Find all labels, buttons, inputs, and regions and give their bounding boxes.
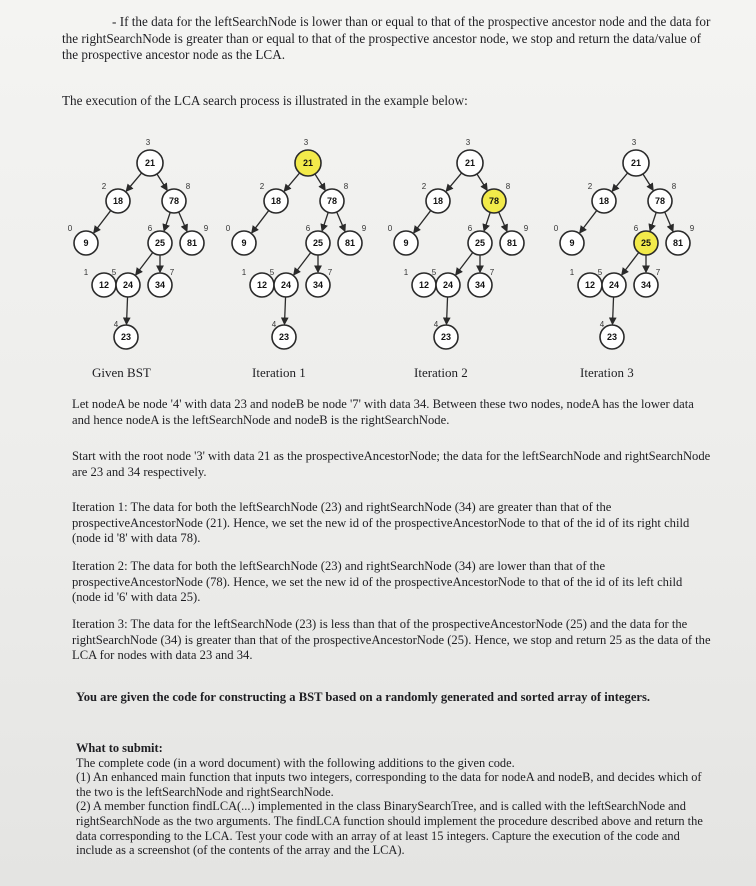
svg-text:25: 25 (640, 238, 652, 249)
tree-edge (650, 212, 656, 230)
svg-text:9: 9 (569, 238, 575, 249)
bst-iterations-figure (67, 125, 700, 380)
svg-text:34: 34 (312, 280, 324, 291)
start-paragraph: Start with the root node '3' with data 21 as the prospectiveAncestorNode; the data for the leftSearchNode and rightSearchNode are 23 and 34 respectively. (72, 449, 711, 479)
submit-item-1: (1) An enhanced main function that inputs two integers, corresponding to the data for nodeA and nodeB, and decides which of the two is the leftSearchNode and rightSearchNode. (76, 770, 702, 799)
svg-text:81: 81 (506, 238, 518, 249)
iteration-2-paragraph: Iteration 2: The data for both the leftSearchNode (23) and rightSearchNode (34) are lower than that of the prospectiveAncestorNode (78). Hence, we set the new id of the prospectiveAncestorNode to that of the id of its left child (node id '6' with data 25). (72, 559, 683, 604)
tree-edge (126, 297, 127, 324)
tree-edge (284, 297, 285, 324)
tree-node-9 (74, 231, 98, 255)
svg-text:21: 21 (302, 158, 314, 169)
svg-text:81: 81 (186, 238, 198, 249)
tree-edge (252, 211, 269, 233)
tree-node-81 (666, 231, 690, 255)
tree-edge (322, 212, 328, 230)
svg-text:78: 78 (168, 196, 180, 207)
tree-edge (484, 212, 490, 230)
svg-text:23: 23 (120, 332, 132, 343)
lca-rule-paragraph (62, 14, 718, 64)
node-id-label: 0 (225, 224, 231, 233)
node-id-label: 8 (505, 182, 511, 191)
svg-text:18: 18 (432, 196, 444, 207)
node-id-label: 9 (689, 224, 695, 233)
svg-text:34: 34 (154, 280, 166, 291)
node-id-label: 9 (361, 224, 367, 233)
tree-node-9 (560, 231, 584, 255)
tree-edge (642, 173, 653, 190)
node-id-label: 6 (467, 224, 473, 233)
what-to-submit-section (76, 741, 706, 858)
tree-node-24 (274, 273, 298, 297)
caption-given-bst: Given BST (92, 365, 151, 380)
tree-node-78 (320, 189, 344, 213)
svg-text:23: 23 (606, 332, 618, 343)
node-id-label: 9 (523, 224, 529, 233)
svg-text:12: 12 (418, 280, 430, 291)
tree-node-25 (468, 231, 492, 255)
tree-edge (314, 173, 325, 190)
illustration-intro: The execution of the LCA search process is illustrated in the example below: (62, 93, 468, 108)
node-id-label: 5 (269, 268, 275, 277)
svg-text:21: 21 (464, 158, 476, 169)
tree-edge (499, 212, 507, 231)
node-id-label: 7 (489, 268, 495, 277)
tree-edge (622, 253, 639, 275)
tree-edge (164, 212, 170, 230)
svg-text:23: 23 (440, 332, 452, 343)
tree-node-24 (116, 273, 140, 297)
tree-edge (456, 253, 473, 275)
bst-diagram (67, 125, 230, 355)
tree-node-9 (394, 231, 418, 255)
svg-text:24: 24 (442, 280, 454, 291)
tree-edge (446, 172, 462, 191)
iteration-3-paragraph: Iteration 3: The data for the leftSearchNode (23) is less than that of the prospectiveAncestorNode (25) and the data for the rightSearchNode (34) is greater than that of the prospectiveAncestorNode (25). Hence, we stop and return 25 as the data of the LCA for nodes with data 23 and 34. (72, 617, 711, 662)
node-id-label: 9 (203, 224, 209, 233)
node-id-label: 5 (111, 268, 117, 277)
svg-text:9: 9 (83, 238, 89, 249)
svg-text:23: 23 (278, 332, 290, 343)
svg-text:21: 21 (144, 158, 156, 169)
node-id-label: 7 (655, 268, 661, 277)
tree-edge (179, 212, 187, 231)
svg-text:78: 78 (654, 196, 666, 207)
node-id-label: 3 (631, 138, 637, 147)
tree-node-78 (648, 189, 672, 213)
tree-node-25 (306, 231, 330, 255)
svg-text:81: 81 (344, 238, 356, 249)
svg-text:25: 25 (312, 238, 324, 249)
tree-edge (665, 212, 673, 231)
node-id-label: 5 (431, 268, 437, 277)
svg-text:12: 12 (98, 280, 110, 291)
node-id-label: 3 (145, 138, 151, 147)
bst-diagram (225, 125, 388, 355)
node-id-label: 4 (433, 320, 439, 329)
submit-item-2: (2) A member function findLCA(...) implemented in the class BinarySearchTree, and is called with the leftSearchNode and rightSearchNode as the two arguments. The findLCA function should implement the procedure described above and return the data corresponding to the LCA. Test your code with an array of at least 15 integers. Capture the execution of the code and include as a screenshot (of the contents of the array and the LCA). (76, 799, 703, 858)
svg-text:18: 18 (270, 196, 282, 207)
what-to-submit-heading: What to submit: (76, 741, 163, 755)
node-id-label: 3 (303, 138, 309, 147)
tree-edge (136, 253, 153, 275)
tree-node-21 (623, 150, 649, 176)
tree-node-34 (468, 273, 492, 297)
tree-node-34 (148, 273, 172, 297)
given-code-paragraph: You are given the code for constructing a BST based on a randomly generated and sorted array of integers. (76, 690, 651, 704)
tree-node-21 (137, 150, 163, 176)
tree-iteration-3 (553, 125, 716, 355)
tree-node-18 (426, 189, 450, 213)
svg-text:9: 9 (241, 238, 247, 249)
node-id-label: 1 (241, 268, 247, 277)
bst-diagram (553, 125, 716, 355)
iteration-1-paragraph: Iteration 1: The data for both the leftSearchNode (23) and rightSearchNode (34) are greater than that of the prospectiveAncestorNode (21). Hence, we set the new id of the prospectiveAncestorNode to that of the id of its right child (node id '8' with data 78). (72, 500, 690, 545)
tree-node-81 (338, 231, 362, 255)
tree-iteration-2 (387, 125, 550, 355)
tree-node-25 (634, 231, 658, 255)
node-id-label: 7 (327, 268, 333, 277)
node-id-label: 8 (185, 182, 191, 191)
svg-text:24: 24 (608, 280, 620, 291)
node-id-label: 1 (403, 268, 409, 277)
tree-node-81 (180, 231, 204, 255)
node-id-label: 2 (587, 182, 593, 191)
svg-text:81: 81 (672, 238, 684, 249)
tree-edge (476, 173, 487, 190)
node-id-label: 3 (465, 138, 471, 147)
tree-node-18 (106, 189, 130, 213)
svg-text:12: 12 (256, 280, 268, 291)
tree-node-34 (634, 273, 658, 297)
svg-text:18: 18 (112, 196, 124, 207)
submit-line-1: The complete code (in a word document) with the following additions to the given code. (76, 755, 515, 770)
tree-iteration-1 (225, 125, 388, 355)
svg-text:78: 78 (326, 196, 338, 207)
node-id-label: 6 (305, 224, 311, 233)
node-id-label: 6 (633, 224, 639, 233)
node-id-label: 0 (387, 224, 393, 233)
caption-iteration-3: Iteration 3 (580, 365, 634, 380)
node-id-label: 2 (259, 182, 265, 191)
svg-text:24: 24 (122, 280, 134, 291)
tree-edge (156, 173, 167, 190)
svg-text:21: 21 (630, 158, 642, 169)
tree-node-34 (306, 273, 330, 297)
svg-text:25: 25 (474, 238, 486, 249)
svg-text:9: 9 (403, 238, 409, 249)
node-id-label: 1 (83, 268, 89, 277)
tree-edge (580, 211, 597, 233)
node-id-label: 1 (569, 268, 575, 277)
tree-edge (284, 172, 300, 191)
tree-edge (612, 172, 628, 191)
node-id-label: 6 (147, 224, 153, 233)
tree-edge (612, 297, 613, 324)
tree-edge (414, 211, 431, 233)
node-id-label: 0 (67, 224, 73, 233)
node-id-label: 4 (599, 320, 605, 329)
node-id-label: 2 (421, 182, 427, 191)
tree-node-78 (162, 189, 186, 213)
tree-node-24 (436, 273, 460, 297)
tree-edge (337, 212, 345, 231)
tree-edge (294, 253, 311, 275)
tree-edge (446, 297, 447, 324)
tree-node-24 (602, 273, 626, 297)
svg-text:12: 12 (584, 280, 596, 291)
node-id-label: 7 (169, 268, 175, 277)
node-id-label: 2 (101, 182, 107, 191)
svg-text:78: 78 (488, 196, 500, 207)
tree-given-bst (67, 125, 230, 355)
tree-node-25 (148, 231, 172, 255)
node-id-label: 4 (113, 320, 119, 329)
nodes-intro-paragraph: Let nodeA be node '4' with data 23 and nodeB be node '7' with data 34. Between these two nodes, nodeA has the lower data and hence nodeA is the leftSearchNode and nodeB is the rightSearchNode. (72, 397, 694, 427)
svg-text:25: 25 (154, 238, 166, 249)
tree-edge (94, 211, 111, 233)
svg-text:18: 18 (598, 196, 610, 207)
caption-iteration-2: Iteration 2 (414, 365, 468, 380)
node-id-label: 0 (553, 224, 559, 233)
caption-iteration-1: Iteration 1 (252, 365, 306, 380)
node-id-label: 8 (671, 182, 677, 191)
node-id-label: 8 (343, 182, 349, 191)
tree-node-21 (457, 150, 483, 176)
tree-edge (126, 172, 142, 191)
tree-node-18 (264, 189, 288, 213)
node-id-label: 5 (597, 268, 603, 277)
svg-text:34: 34 (474, 280, 486, 291)
svg-text:34: 34 (640, 280, 652, 291)
lca-rule-text: - If the data for the leftSearchNode is lower than or equal to that of the prospective ancestor node and the data for the rightSearchNode is greater than or equal to that of the prospective ancestor node, we stop and return the data/value of the prospective ancestor node as the LCA. (62, 14, 711, 62)
svg-text:24: 24 (280, 280, 292, 291)
node-id-label: 4 (271, 320, 277, 329)
bst-diagram (387, 125, 550, 355)
tree-node-21 (295, 150, 321, 176)
tree-node-78 (482, 189, 506, 213)
tree-node-18 (592, 189, 616, 213)
tree-node-9 (232, 231, 256, 255)
tree-node-81 (500, 231, 524, 255)
